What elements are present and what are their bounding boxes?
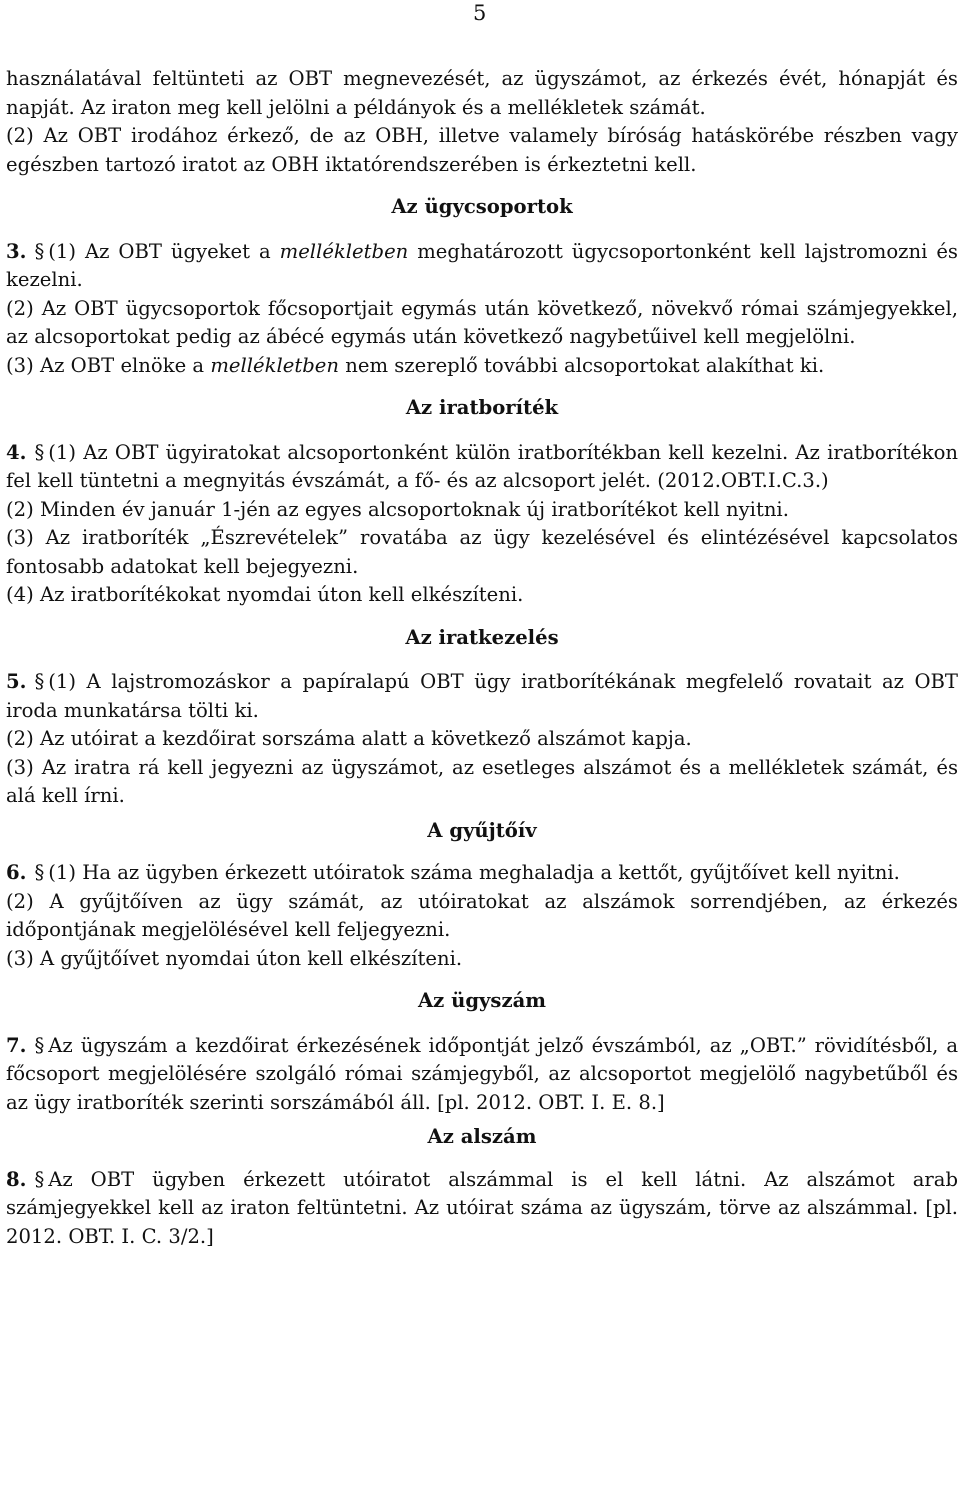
section-7-paragraph-1 bbox=[6, 1032, 958, 1118]
document-body bbox=[6, 65, 958, 1251]
heading-iratkezeles: Az iratkezelés bbox=[405, 625, 559, 649]
text-fragment: nem szereplő további alcsoportokat alakíthat ki. bbox=[339, 353, 825, 377]
annex-reference: mellékletben bbox=[210, 353, 339, 377]
text-fragment: meghatározott ügycsoportonként kell lajstromozni és kezelni. bbox=[6, 239, 958, 291]
section-sign: § bbox=[34, 1167, 45, 1191]
section-3-paragraph-2: (2) Az OBT ügycsoportok főcsoportjait egymás után következő, növekvő római számjegyekkel, az alcsoportokat pedig az ábécé egymás után következő nagybetűivel kell megjelölni. bbox=[6, 296, 958, 348]
section-number: 5. bbox=[6, 670, 27, 693]
section-number: 3. bbox=[6, 239, 27, 263]
text-fragment: (1) Ha az ügyben érkezett utóiratok száma meghaladja a kettőt, gyűjtőívet kell nyitni. bbox=[48, 861, 900, 884]
section-3-paragraph-3 bbox=[6, 352, 958, 381]
section-number: 4. bbox=[6, 440, 27, 464]
section-number: 7. bbox=[6, 1033, 27, 1057]
section-8-paragraph-1 bbox=[6, 1166, 958, 1252]
section-sign: § bbox=[34, 239, 45, 263]
text-fragment: Az OBT ügyben érkezett utóiratot alszámmal is el kell látni. Az alszámot arab számjegyekkel kell az iraton feltüntetni. Az utóirat száma az ügyszám, törve az alszámmal. [pl. 2012. OBT. I. C. 3/2.] bbox=[6, 1167, 958, 1248]
text-fragment: (1) A lajstromozáskor a papíralapú OBT ügy iratborítékának megfelelő rovatait az OBT iroda munkatársa tölti ki. bbox=[6, 670, 958, 722]
section-4-paragraph-3: (3) Az iratboríték „Észrevételek” rovatába az ügy kezelésével és elintézésével kapcsolatos fontosabb adatokat kell bejegyezni. bbox=[6, 526, 958, 578]
section-4-paragraph-4: (4) Az iratborítékokat nyomdai úton kell elkészíteni. bbox=[6, 583, 524, 606]
section-6-paragraph-1 bbox=[6, 859, 958, 888]
section-number: 6. bbox=[6, 861, 27, 884]
heading-iratboritek: Az iratboríték bbox=[405, 396, 559, 419]
section-5-paragraph-3: (3) Az iratra rá kell jegyezni az ügyszámot, az esetleges alszámot és a mellékletek számát, és alá kell írni. bbox=[6, 755, 958, 807]
text-fragment: (1) Az OBT ügyiratokat alcsoportonként külön iratborítékban kell kezelni. Az iratborítékon fel kell tüntetni a megnyitás évszámát, a fő- és az alcsoport jelét. (2012.OBT.I.C.3.) bbox=[6, 440, 958, 492]
heading-alszam: Az alszám bbox=[427, 1125, 537, 1148]
section-3-paragraph-1 bbox=[6, 238, 958, 295]
annex-reference: mellékletben bbox=[279, 239, 409, 263]
page-number: 5 bbox=[473, 1, 487, 25]
section-5-paragraph-2: (2) Az utóirat a kezdőirat sorszáma alatt a következő alszámot kapja. bbox=[6, 727, 692, 750]
text-fragment: (1) Az OBT ügyeket a bbox=[48, 239, 280, 263]
intro-paragraph-1: használatával feltünteti az OBT megnevezését, az ügyszámot, az érkezés évét, hónapját és napját. Az iraton meg kell jelölni a példányok és a mellékletek számát. bbox=[6, 67, 958, 119]
section-number: 8. bbox=[6, 1167, 27, 1191]
section-sign: § bbox=[34, 861, 45, 884]
section-5-paragraph-1 bbox=[6, 668, 958, 725]
text-fragment: (3) Az OBT elnöke a bbox=[6, 353, 211, 377]
text-fragment: Az ügyszám a kezdőirat érkezésének időpontját jelző évszámból, az „OBT.” rövidítésből, a főcsoport megjelölésére szolgáló római számjegyből, az alcsoportot megjelölő nagybetűből és az ügy iratboríték szerinti sorszámából áll. [pl. 2012. OBT. I. E. 8.] bbox=[6, 1033, 958, 1114]
heading-ugyszam: Az ügyszám bbox=[417, 989, 547, 1012]
heading-ugycsoportok: Az ügycsoportok bbox=[391, 195, 573, 218]
section-sign: § bbox=[34, 440, 45, 464]
intro-paragraph-2: (2) Az OBT irodához érkező, de az OBH, illetve valamely bíróság hatáskörébe részben vagy egészben tartozó iratot az OBH iktatórendszerében is érkeztetni kell. bbox=[6, 124, 958, 176]
section-4-paragraph-2: (2) Minden év január 1-jén az egyes alcsoportoknak új iratborítékot kell nyitni. bbox=[6, 497, 789, 521]
section-6-paragraph-3: (3) A gyűjtőívet nyomdai úton kell elkészíteni. bbox=[6, 946, 463, 970]
section-4-paragraph-1 bbox=[6, 439, 958, 496]
section-sign: § bbox=[34, 1033, 45, 1057]
section-6-paragraph-2: (2) A gyűjtőíven az ügy számát, az utóiratokat az alszámok sorrendjében, az érkezés időpontjának megjelölésével kell feljegyezni. bbox=[6, 889, 958, 941]
heading-gyujtoiv: A gyűjtőív bbox=[427, 818, 537, 842]
section-sign: § bbox=[34, 670, 45, 693]
